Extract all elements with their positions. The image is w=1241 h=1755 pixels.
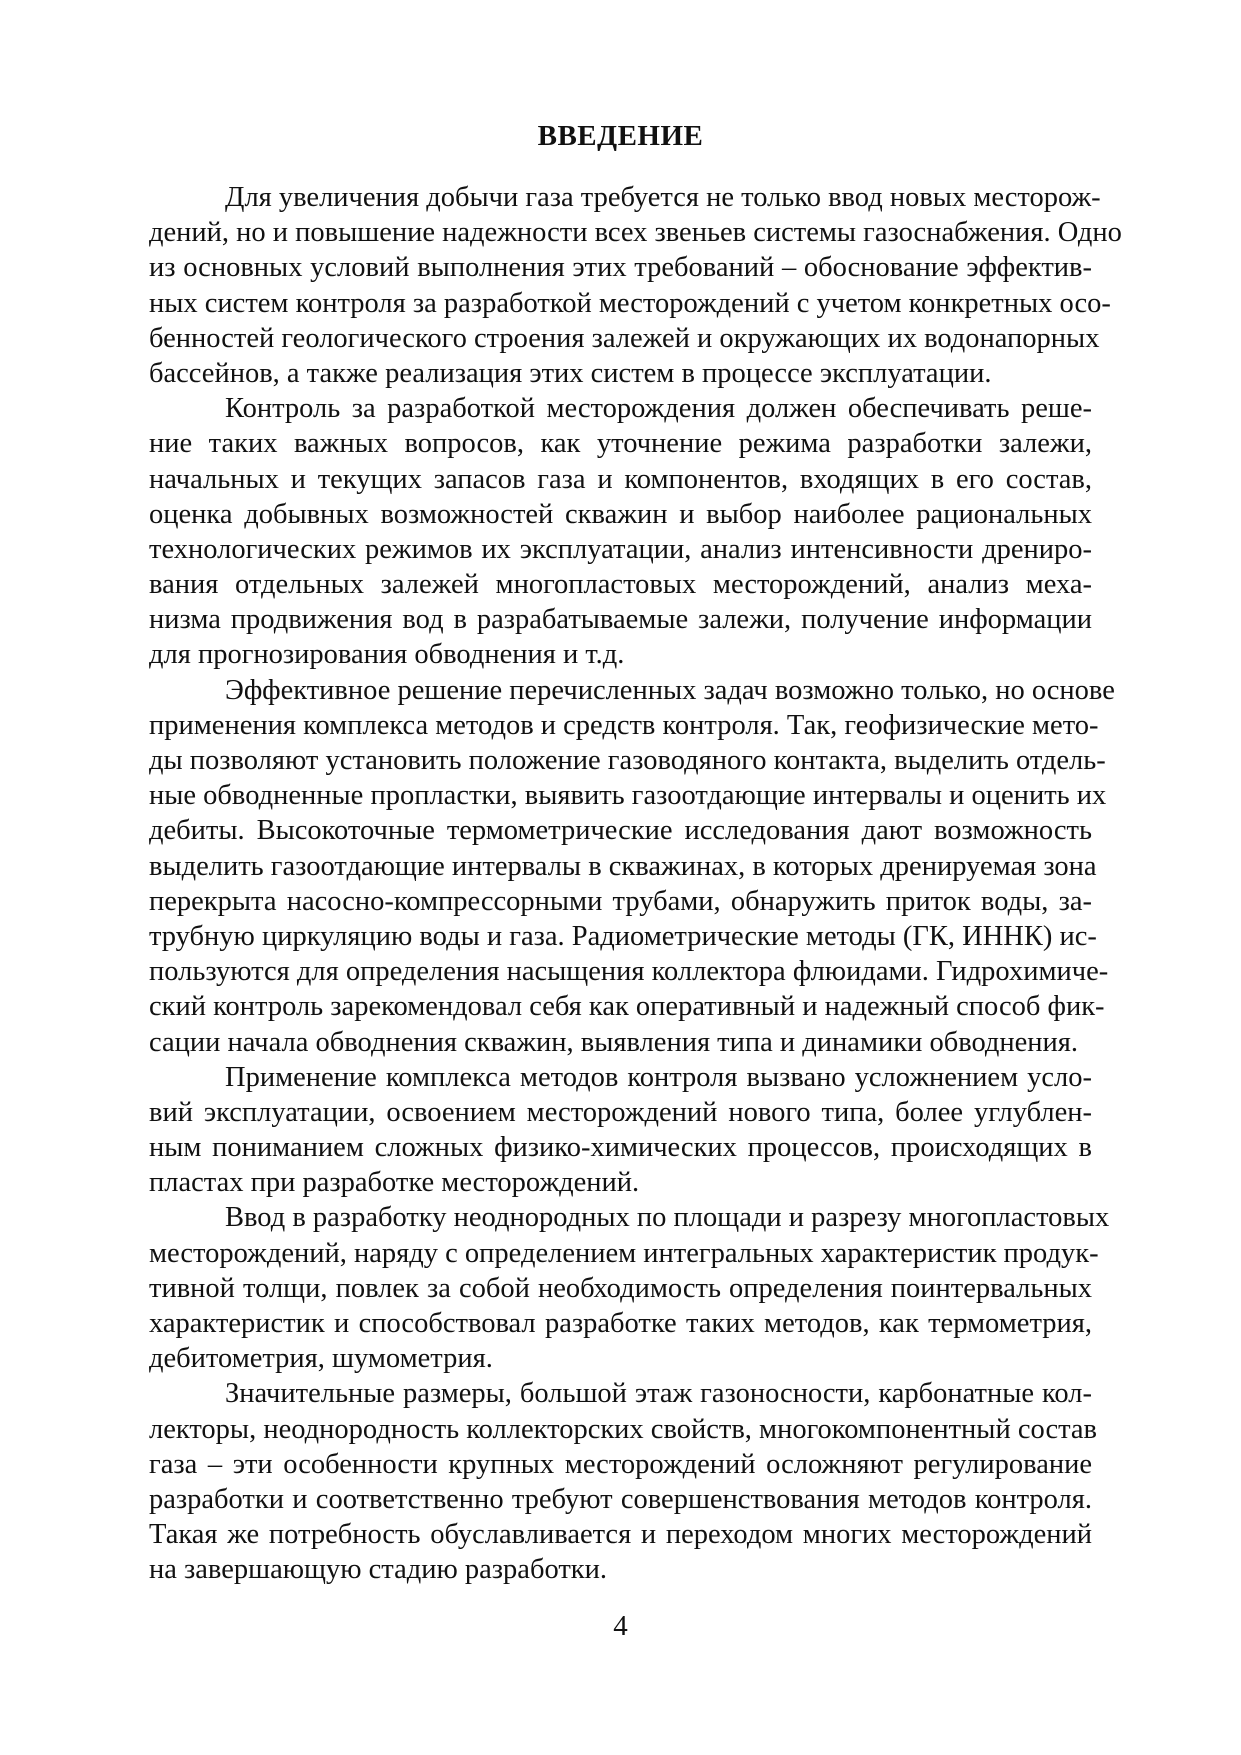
text-line: из основных условий выполнения этих требований – обоснование эффектив- [149,252,1092,284]
text-line: вий эксплуатации, освоением месторождений нового типа, более углублен- [149,1096,1092,1128]
text-line: применения комплекса методов и средств контроля. Так, геофизические мето- [149,709,1099,741]
text-line: лекторы, неоднородность коллекторских свойств, многокомпонентный состав [149,1413,1098,1445]
text-line: начальных и текущих запасов газа и компонентов, входящих в его состав, [149,463,1092,495]
text-line: пластах при разработке месторождений. [149,1167,640,1199]
text-line: низма продвижения вод в разрабатываемые залежи, получение информации [149,604,1092,636]
text-line: трубную циркуляцию воды и газа. Радиометрические методы (ГК, ИННК) ис- [149,920,1097,952]
text-line: сации начала обводнения скважин, выявления типа и динамики обводнения. [149,1026,1079,1058]
text-line: ский контроль зарекомендовал себя как оперативный и надежный способ фик- [149,991,1105,1023]
text-line: Значительные размеры, большой этаж газоносности, карбонатные кол- [225,1378,1092,1410]
text-line: для прогнозирования обводнения и т.д. [149,639,625,671]
body-text [149,180,1122,1588]
text-line: технологических режимов их эксплуатации, анализ интенсивности дрениро- [149,533,1092,565]
text-line: дебитометрия, шумометрия. [149,1343,493,1375]
text-line: ные обводненные пропластки, выявить газоотдающие интервалы и оценить их [149,780,1107,812]
text-line: пользуются для определения насыщения коллектора флюидами. Гидрохимиче- [149,956,1109,988]
text-line: Применение комплекса методов контроля вызвано усложнением усло- [225,1061,1092,1093]
text-line: ды позволяют установить положение газоводяного контакта, выделить отдель- [149,745,1106,776]
text-line: Такая же потребность обуславливается и переходом многих месторождений [149,1519,1092,1551]
text-line: Эффективное решение перечисленных задач возможно только, но основе [225,674,1115,706]
text-line: бенностей геологического строения залежей и окружающих их водонапорных [149,322,1100,354]
paragraph [149,1200,1110,1376]
text-line: месторождений, наряду с определением интегральных характеристик продук- [149,1237,1099,1269]
text-line: перекрыта насосно-компрессорными трубами, обнаружить приток воды, за- [149,885,1092,917]
text-line: Для увеличения добычи газа требуется не только ввод новых месторож- [225,182,1101,213]
text-line: Контроль за разработкой месторождения должен обеспечивать реше- [225,393,1092,425]
text-line: тивной толщи, повлек за собой необходимость определения поинтервальных [149,1272,1092,1304]
text-line: выделить газоотдающие интервалы в скважинах, в которых дренируемая зона [149,850,1097,882]
text-line: разработки и соответственно требуют совершенствования методов контроля. [149,1483,1092,1515]
text-line: оценка добывных возможностей скважин и выбор наиболее рациональных [149,498,1092,530]
page-number: 4 [613,1610,628,1642]
text-line: Ввод в разработку неоднородных по площади и разрезу многопластовых [225,1202,1110,1234]
text-line: дений, но и повышение надежности всех звеньев системы газоснабжения. Одно [149,217,1122,249]
text-line: ных систем контроля за разработкой месторождений с учетом конкретных осо- [149,287,1111,319]
text-line: характеристик и способствовал разработке таких методов, как термометрия, [149,1308,1092,1339]
text-line: ным пониманием сложных физико-химических процессов, происходящих в [149,1132,1092,1164]
paragraph [149,1060,1092,1201]
paragraph [149,673,1115,1060]
text-line: ние таких важных вопросов, как уточнение режима разработки залежи, [149,428,1092,460]
paragraph [149,391,1092,673]
paragraph [149,180,1122,391]
text-line: бассейнов, а также реализация этих систем в процессе эксплуатации. [149,357,992,389]
text-line: на завершающую стадию разработки. [149,1554,608,1586]
text-line: дебиты. Высокоточные термометрические исследования дают возможность [149,815,1092,847]
paragraph [149,1376,1098,1587]
page-title: ВВЕДЕНИЕ [537,120,704,152]
text-line: вания отдельных залежей многопластовых месторождений, анализ меха- [149,569,1092,601]
text-line: газа – эти особенности крупных месторождений осложняют регулирование [149,1448,1092,1480]
